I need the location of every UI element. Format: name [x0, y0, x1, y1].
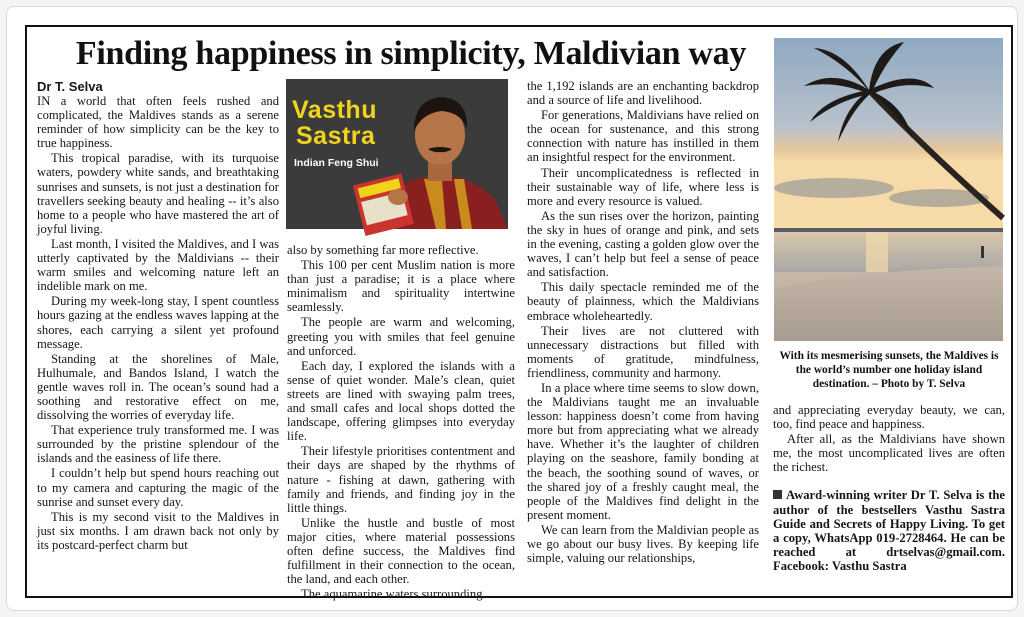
- paragraph: As the sun rises over the horizon, painting the sky in hues of orange and pink, and sets in the evening, casting a golden glow over the waves, I can’t help but feel a sense of peace and satisfaction.: [527, 208, 759, 280]
- paragraph: Last month, I visited the Maldives, and I was utterly captivated by the Maldivians -- their warm smiles and welcoming nature left an indelible mark on me.: [37, 236, 279, 294]
- article-column-3: [527, 79, 759, 594]
- author-promo-image: [286, 79, 508, 229]
- article-column-1: [37, 79, 279, 594]
- article-column-4: [773, 403, 1005, 593]
- promo-subtitle: Indian Feng Shui: [294, 157, 379, 169]
- paragraph: The aquamarine waters surrounding: [301, 587, 483, 602]
- palm-tree-beach-illustration: [774, 38, 1003, 341]
- paragraph: also by something far more reflective.: [287, 243, 479, 257]
- paragraph: During my week-long stay, I spent countless hours gazing at the endless waves lapping at the shores, each carrying a silent yet profound message.: [37, 294, 280, 351]
- paragraph: Each day, I explored the islands with a sense of quiet wonder. Male’s clean, quiet streets are lined with swaying palm trees, and small cafes and local shops dotted the landscape, offering glimpses into everyday life.: [287, 358, 515, 444]
- paragraph: Unlike the hustle and bustle of most major cities, where material possessions often define success, the Maldives find fulfillment in their connection to the ocean, the land, and each other.: [287, 515, 515, 587]
- author-bio-text: Award-winning writer Dr T. Selva is the author of the bestsellers Vasthu Sastra Guide and Secrets of Happy Living. To get a copy, WhatsApp 019-2728464. He can be reached at drtselvas@gmail.com. Facebook: Vasthu Sastra: [773, 488, 1005, 573]
- paragraph: the 1,192 islands are an enchanting backdrop and a source of life and livelihood.: [527, 79, 759, 108]
- paragraph: Their lives are not cluttered with unnecessary distractions but filled with moments of gratitude, mindfulness, friendliness, community and harmony.: [527, 323, 759, 380]
- paragraph: We can learn from the Maldivian people as we go about our busy lives. By keeping life simple, valuing our relationships,: [527, 522, 759, 566]
- paragraph: The people are warm and welcoming, greeting you with smiles that feel genuine and unforced.: [287, 315, 515, 358]
- paragraph: In a place where time seems to slow down, the Maldivians taught me an invaluable lesson: happiness doesn’t come from having more but from appreciating what we already have. Whether it’s the laughter of children playing on the seashore, family bonding at the beach, the soothing sound of waves, or the shared joy of a freshly caught meal, the people of the Maldives find delight in the present moment.: [527, 380, 759, 522]
- paragraph: This tropical paradise, with its turquoise waters, powdery white sands, and breathtaking sunrises and sunsets, is not just a destination for travellers seeking beauty and healing -- it’s also home to a people who have mastered the art of joyful living.: [37, 151, 279, 236]
- paragraph: Standing at the shorelines of Male, Hulhumale, and Bandos Island, I watch the gentle waves roll in. The ocean’s sound had a soothing and restorative effect on me, dissolving the worries of everyday life.: [37, 351, 279, 423]
- paragraph: I couldn’t help but spend hours reaching out to my camera and capturing the magic of the sunrise and sunset every day.: [37, 466, 279, 509]
- paragraph: After all, as the Maldivians have shown me, the most uncomplicated lives are often the richest.: [773, 432, 1005, 475]
- article-frame: [25, 25, 1013, 602]
- paragraph: That experience truly transformed me. I was surrounded by the pristine splendour of the islands and the easiness of life there.: [37, 423, 279, 466]
- beach-sunset-photo: [774, 38, 1003, 341]
- photo-caption: With its mesmerising sunsets, the Maldives is the world’s number one holiday island destination. – Photo by T. Selva: [779, 350, 999, 390]
- byline: Dr T. Selva: [37, 79, 103, 94]
- headline: Finding happiness in simplicity, Maldivian way: [75, 35, 747, 72]
- paragraph: and appreciating everyday beauty, we can, too, find peace and happiness.: [773, 403, 1005, 432]
- promo-title-line2: Sastra: [296, 122, 376, 150]
- paragraph: This 100 per cent Muslim nation is more than just a paradise; it is a place where minimalism and spirituality intertwine seamlessly.: [287, 258, 515, 315]
- author-bio: [773, 488, 1005, 573]
- paragraph: Their lifestyle prioritises contentment and their days are shaped by the rhythms of nature - fishing at dawn, gathering with family and friends, and finding joy in the little things.: [287, 444, 515, 515]
- paragraph: IN a world that often feels rushed and complicated, the Maldives stands as a serene reminder of how simplicity can be the key to true happiness.: [37, 94, 279, 151]
- paragraph: This is my second visit to the Maldives in just six months. I am drawn back not only by its postcard-perfect charm but: [37, 509, 279, 552]
- square-bullet-icon: [773, 490, 782, 499]
- paragraph: Their uncomplicatedness is reflected in their sustainable way of life, where less is more and every resource is valued.: [527, 165, 759, 208]
- article-column-2: [287, 243, 515, 602]
- promo-title-line1: Vasthu: [292, 96, 377, 124]
- paragraph: For generations, Maldivians have relied on the ocean for sustenance, and this strong connection with nature has instilled in them an insightful respect for the environment.: [527, 108, 759, 165]
- page-card: [6, 6, 1018, 611]
- paragraph: This daily spectacle reminded me of the beauty of plainness, which the Maldivians embrace wholeheartedly.: [527, 280, 759, 323]
